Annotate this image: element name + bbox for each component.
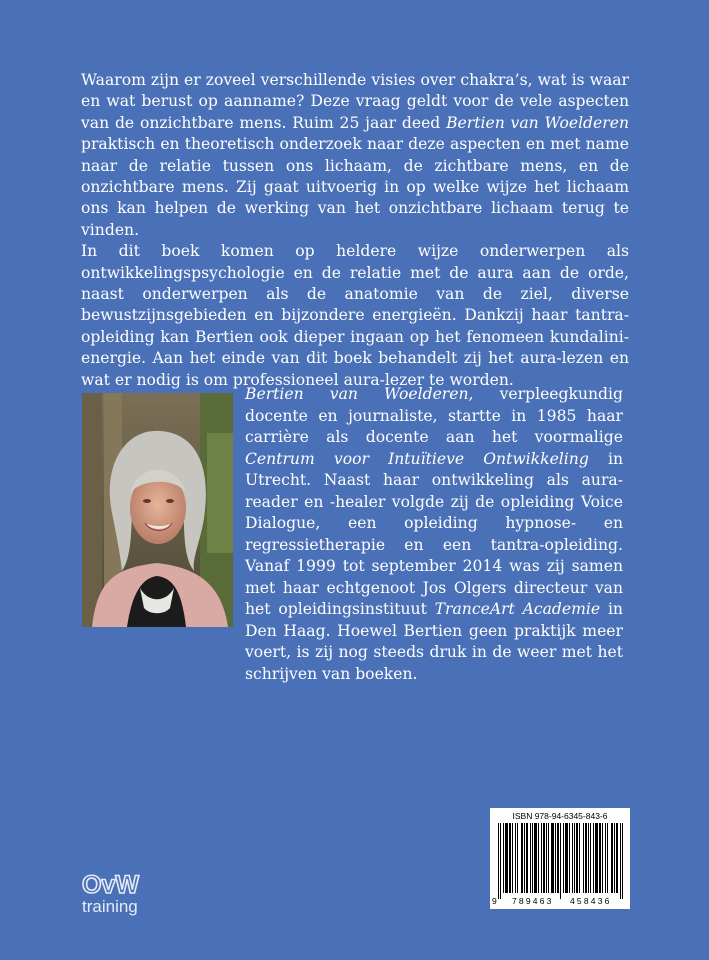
barcode-bar	[583, 823, 584, 893]
blurb-paragraph-2: In dit boek komen op heldere wijze onderwerpen als ontwikkelingspsychologie en de relatie met de aura aan de orde, naast onderwerpen als de anatomie van de ziel, diverse bewustzijnsgebieden en bijzondere energieën. Dankzij haar tantra-opleiding kan Bertien ook dieper ingaan op het fenomeen kundalini-energie. Aan het einde van dit boek behandelt zij het aura-lezen en wat er nodig is om professioneel aura-lezer te worden.	[81, 242, 629, 389]
barcode-bar	[555, 823, 556, 893]
ovw-logo-mark: OvW	[82, 871, 139, 899]
isbn-barcode	[490, 808, 630, 909]
barcode-bar	[585, 823, 587, 893]
barcode-bar	[560, 823, 561, 899]
author-bio	[245, 384, 623, 685]
barcode-bar	[498, 823, 499, 899]
barcode-bar	[512, 823, 513, 893]
barcode-bar	[599, 823, 601, 893]
barcode-bar	[593, 823, 594, 893]
barcode-bar	[576, 823, 578, 893]
barcode-bar	[574, 823, 575, 893]
barcode-bar	[614, 823, 615, 893]
barcode-bar	[602, 823, 603, 893]
barcode-bar	[530, 823, 531, 893]
isbn-right-digits: 458436	[570, 896, 612, 906]
barcode-bar	[500, 823, 501, 899]
barcode-bar	[515, 823, 516, 893]
barcode-bar	[534, 823, 537, 893]
barcode-bar	[548, 823, 549, 893]
barcode-bar	[541, 823, 542, 893]
barcode-bar	[616, 823, 618, 893]
barcode-bar	[557, 823, 559, 893]
logo-subtitle: training	[82, 897, 138, 916]
barcode-bar	[543, 823, 545, 893]
author-photo	[82, 393, 233, 627]
barcode-bar	[546, 823, 547, 893]
isbn-first-digit: 9	[492, 896, 497, 906]
barcode-bar	[590, 823, 591, 893]
barcode-bar	[532, 823, 533, 893]
barcode-bar	[620, 823, 621, 899]
isbn-label: ISBN 978-94-6345-843-6	[512, 811, 608, 821]
barcode-bar	[526, 823, 528, 893]
barcode-bar	[605, 823, 606, 893]
bio-paragraph: Bertien van Woelderen, verpleegkundig docente en journaliste, startte in 1985 haar carrière als docente aan het voormalige Centrum voor Intuïtieve Ontwikkeling in Utrecht. Naast haar ontwikkeling als aura-reader en -healer volgde zij de opleiding Voice Dialogue, een opleiding hypnose- en regressietherapie en een tantra-opleiding. Vanaf 1999 tot september 2014 was zij samen met haar echtgenoot Jos Olgers directeur van het opleidingsinstituut TranceArt Academie in Den Haag. Hoewel Bertien geen praktijk meer voert, is zij nog steeds druk in de weer met het schrijven van boeken.	[245, 385, 623, 683]
barcode-bar	[563, 823, 564, 893]
author-name: Bertien van Woelderen	[446, 113, 629, 132]
barcode-bars	[498, 823, 624, 901]
back-cover-blurb	[81, 70, 629, 391]
publisher-logo	[82, 873, 139, 916]
barcode-bar	[509, 823, 511, 893]
barcode-bar	[622, 823, 623, 899]
barcode-bar	[538, 823, 539, 893]
barcode-bar	[595, 823, 598, 893]
barcode-bar	[517, 823, 518, 893]
barcode-bar	[611, 823, 613, 893]
barcode-bar	[521, 823, 523, 893]
barcode-bar	[588, 823, 589, 893]
barcode-bar	[607, 823, 608, 893]
barcode-bar	[565, 823, 568, 893]
barcode-bar	[505, 823, 508, 893]
barcode-bar	[524, 823, 525, 893]
barcode-bar	[569, 823, 570, 893]
barcode-bar	[503, 823, 504, 893]
barcode-bar	[579, 823, 580, 893]
isbn-left-digits: 789463	[512, 896, 554, 906]
blurb-paragraph-1: Waarom zijn er zoveel verschillende visies over chakra’s, wat is waar en wat berust op aanname? Deze vraag geldt voor de vele aspecten van de onzichtbare mens. Ruim 25 jaar deed Bertien van Woelderen praktisch en theoretisch onderzoek naar deze aspecten en met name naar de relatie tussen ons lichaam, de zichtbare mens, en de onzichtbare mens. Zij gaat uitvoerig in op welke wijze het lichaam ons kan helpen de werking van het onzichtbare lichaam terug te vinden.	[81, 71, 629, 239]
barcode-bar	[551, 823, 554, 893]
barcode-bar	[572, 823, 573, 893]
